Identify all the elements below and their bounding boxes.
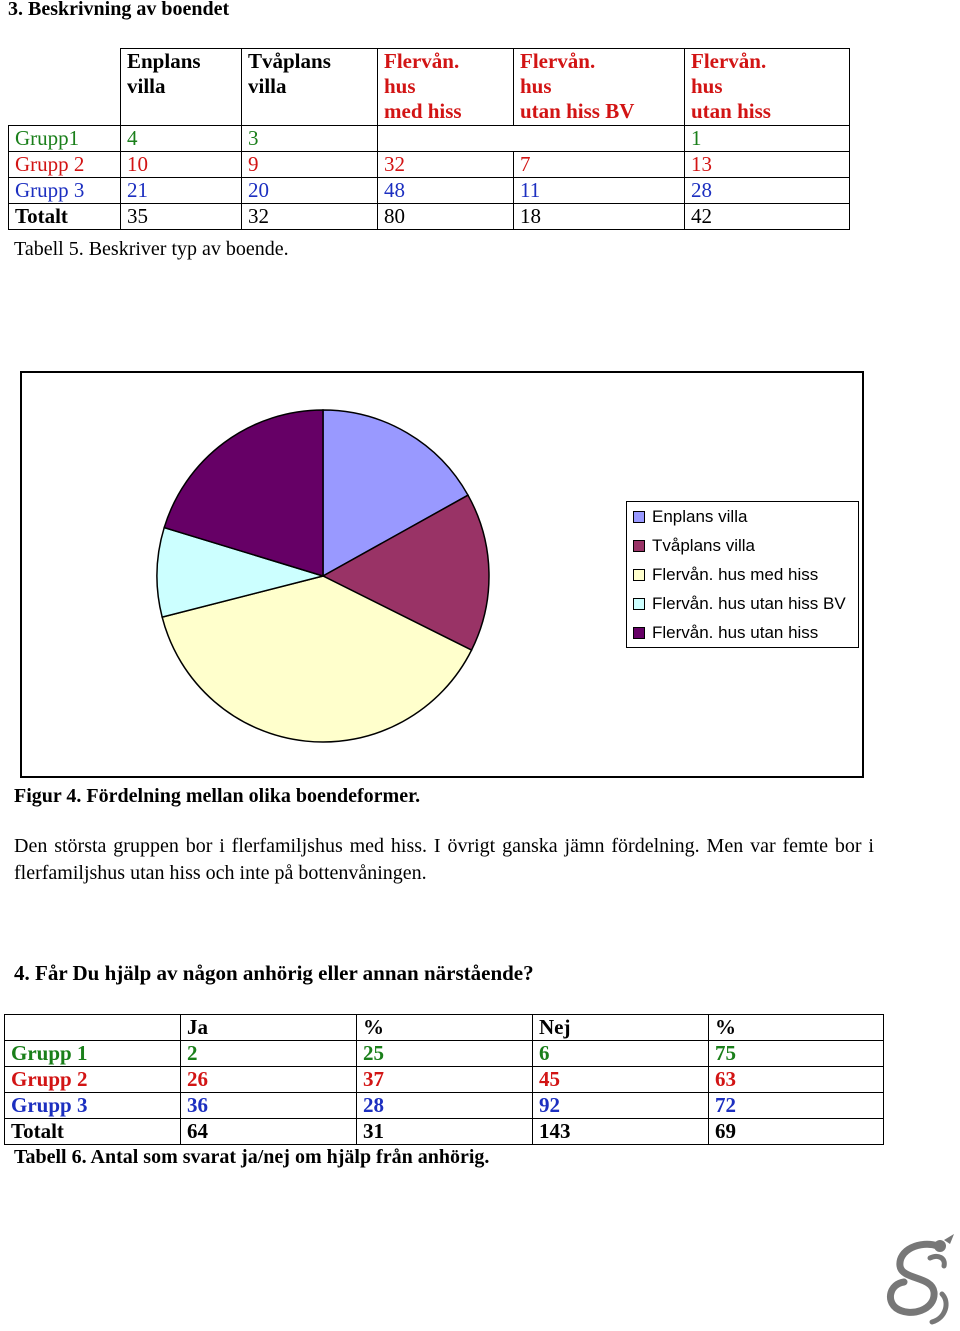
table-header-cell: Flervån. hus utan hiss BV (514, 49, 685, 126)
table-header-cell: Tvåplans villa (242, 49, 378, 126)
table-cell: 143 (533, 1119, 709, 1145)
table-header-cell: Nej (533, 1015, 709, 1041)
row-label: Grupp 3 (9, 178, 121, 204)
table-cell: 80 (378, 204, 514, 230)
legend-item: Tvåplans villa (633, 535, 755, 557)
table-cell: 3 (242, 126, 378, 152)
table-5-caption: Tabell 5. Beskriver typ av boende. (14, 238, 289, 260)
table-cell: 26 (181, 1067, 357, 1093)
section-3-title: 3. Beskrivning av boendet (8, 0, 230, 20)
table-cell: 64 (181, 1119, 357, 1145)
table-cell: 4 (121, 126, 242, 152)
table-cell: 2 (181, 1041, 357, 1067)
table-6-caption: Tabell 6. Antal som svarat ja/nej om hjälp från anhörig. (14, 1146, 490, 1168)
row-label: Grupp 3 (5, 1093, 181, 1119)
table-cell: 9 (242, 152, 378, 178)
row-label: Grupp 1 (5, 1041, 181, 1067)
table-header-cell (5, 1015, 181, 1041)
legend-swatch (633, 627, 645, 639)
table-cell: 36 (181, 1093, 357, 1119)
body-paragraph: Den största gruppen bor i flerfamiljshus med hiss. I övrigt ganska jämn fördelning. Men var femte bor i flerfamiljshus utan hiss och inte på bottenvåningen. (14, 835, 874, 884)
help-from-relatives-table (4, 1014, 884, 1145)
table-cell: 28 (357, 1093, 533, 1119)
legend-swatch (633, 540, 645, 552)
table-header-cell: Flervån. hus utan hiss (685, 49, 850, 126)
table-row (5, 1041, 884, 1067)
table-cell: 11 (514, 178, 685, 204)
chart-legend (626, 501, 859, 648)
table-cell: 25 (357, 1041, 533, 1067)
table-cell: 28 (685, 178, 850, 204)
table-header-cell: % (709, 1015, 884, 1041)
figure-4-caption: Figur 4. Fördelning mellan olika boendeformer. (14, 785, 421, 807)
table-row (9, 178, 850, 204)
table-cell: 42 (685, 204, 850, 230)
table-cell: 48 (378, 178, 514, 204)
table-cell: 7 (514, 152, 685, 178)
table-cell: 13 (685, 152, 850, 178)
table-cell: 92 (533, 1093, 709, 1119)
table-cell: 21 (121, 178, 242, 204)
legend-item: Flervån. hus utan hiss (633, 622, 818, 644)
table-row (5, 1093, 884, 1119)
table-header-cell: Ja (181, 1015, 357, 1041)
legend-swatch (633, 569, 645, 581)
table-cell: 75 (709, 1041, 884, 1067)
dragon-logo-icon (880, 1232, 956, 1328)
table-header-cell (9, 49, 121, 126)
table-header-cell: % (357, 1015, 533, 1041)
legend-item: Flervån. hus med hiss (633, 564, 818, 586)
row-label: Grupp1 (9, 126, 121, 152)
table-header-row (9, 49, 850, 126)
table-cell: 6 (533, 1041, 709, 1067)
row-label: Totalt (9, 204, 121, 230)
table-cell: 32 (378, 152, 514, 178)
table-header-cell: Enplans villa (121, 49, 242, 126)
table-cell: 32 (242, 204, 378, 230)
table-cell: 72 (709, 1093, 884, 1119)
table-cell: 31 (357, 1119, 533, 1145)
table-cell: 63 (709, 1067, 884, 1093)
section-4-title: 4. Får Du hjälp av någon anhörig eller annan närstående? (14, 961, 534, 985)
table-cell: 18 (514, 204, 685, 230)
table-row-total (9, 204, 850, 230)
legend-swatch (633, 511, 645, 523)
table-cell: 45 (533, 1067, 709, 1093)
legend-swatch (633, 598, 645, 610)
row-label: Grupp 2 (9, 152, 121, 178)
table-cell: 35 (121, 204, 242, 230)
table-row (9, 126, 850, 152)
table-cell: 1 (685, 126, 850, 152)
table-header-row (5, 1015, 884, 1041)
table-cell: 20 (242, 178, 378, 204)
legend-item: Flervån. hus utan hiss BV (633, 593, 846, 615)
table-header-cell: Flervån. hus med hiss (378, 49, 514, 126)
legend-item: Enplans villa (633, 506, 747, 528)
table-cell (378, 126, 685, 152)
table-cell: 69 (709, 1119, 884, 1145)
row-label: Grupp 2 (5, 1067, 181, 1093)
housing-type-table (8, 48, 850, 230)
table-cell: 37 (357, 1067, 533, 1093)
table-row (9, 152, 850, 178)
table-row (5, 1067, 884, 1093)
table-row-total (5, 1119, 884, 1145)
row-label: Totalt (5, 1119, 181, 1145)
table-cell: 10 (121, 152, 242, 178)
